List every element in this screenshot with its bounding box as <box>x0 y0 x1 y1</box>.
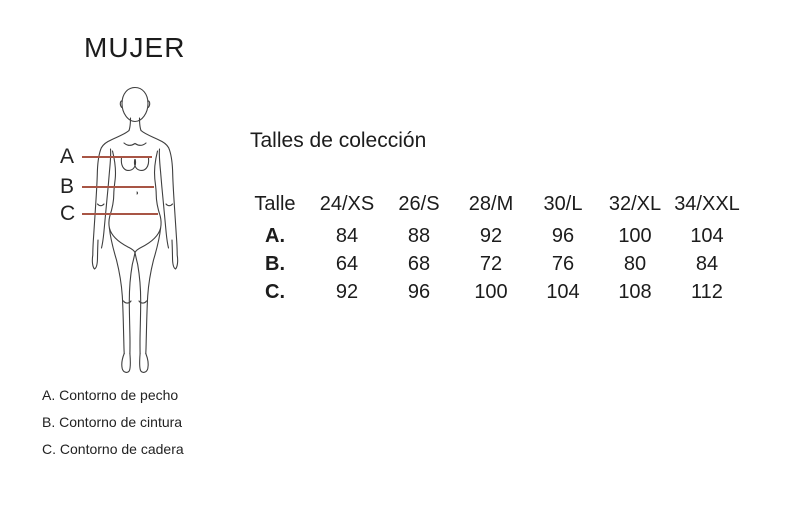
female-body-figure <box>85 84 185 376</box>
table-cell: 92 <box>335 280 359 303</box>
legend-item-waist: B. Contorno de cintura <box>42 414 183 430</box>
legend-item-hip: C. Contorno de cadera <box>42 441 184 457</box>
table-cell: 104 <box>546 280 580 303</box>
waist-measure-line <box>82 186 154 188</box>
table-cell: 72 <box>479 252 503 275</box>
table-cell: 68 <box>407 252 431 275</box>
table-cell: 112 <box>691 280 723 303</box>
size-table <box>239 186 743 306</box>
chest-measure-line <box>82 156 152 158</box>
col-header-30l: 30/L <box>543 192 583 215</box>
table-cell: 108 <box>618 280 652 303</box>
col-header-32xl: 32/XL <box>608 192 662 215</box>
table-cell: 104 <box>690 224 724 247</box>
hip-measure-line <box>82 213 158 215</box>
size-table-title: Talles de colección <box>250 129 427 152</box>
table-cell: 100 <box>474 280 508 303</box>
table-cell: 76 <box>551 252 575 275</box>
table-cell: 96 <box>551 224 575 247</box>
measurement-legend <box>42 382 184 463</box>
col-header-26s: 26/S <box>398 192 440 215</box>
row-label-b: B. <box>265 252 285 275</box>
col-header-talle: Talle <box>254 192 296 215</box>
measure-label-c: C <box>60 202 76 225</box>
row-label-c: C. <box>265 280 285 303</box>
measure-label-b: B <box>60 175 75 198</box>
col-header-28m: 28/M <box>468 192 514 215</box>
col-header-24xs: 24/XS <box>319 192 375 215</box>
table-cell: 80 <box>623 252 647 275</box>
row-label-a: A. <box>265 224 285 247</box>
table-cell: 64 <box>335 252 359 275</box>
page-title: MUJER <box>84 32 186 63</box>
measure-label-a: A <box>60 145 75 168</box>
table-cell: 88 <box>407 224 431 247</box>
table-cell: 96 <box>407 280 431 303</box>
table-cell: 84 <box>335 224 359 247</box>
table-cell: 84 <box>695 252 719 275</box>
col-header-34xxl: 34/XXL <box>674 192 740 215</box>
table-cell: 92 <box>479 224 503 247</box>
legend-item-chest: A. Contorno de pecho <box>42 387 179 403</box>
table-cell: 100 <box>618 224 652 247</box>
